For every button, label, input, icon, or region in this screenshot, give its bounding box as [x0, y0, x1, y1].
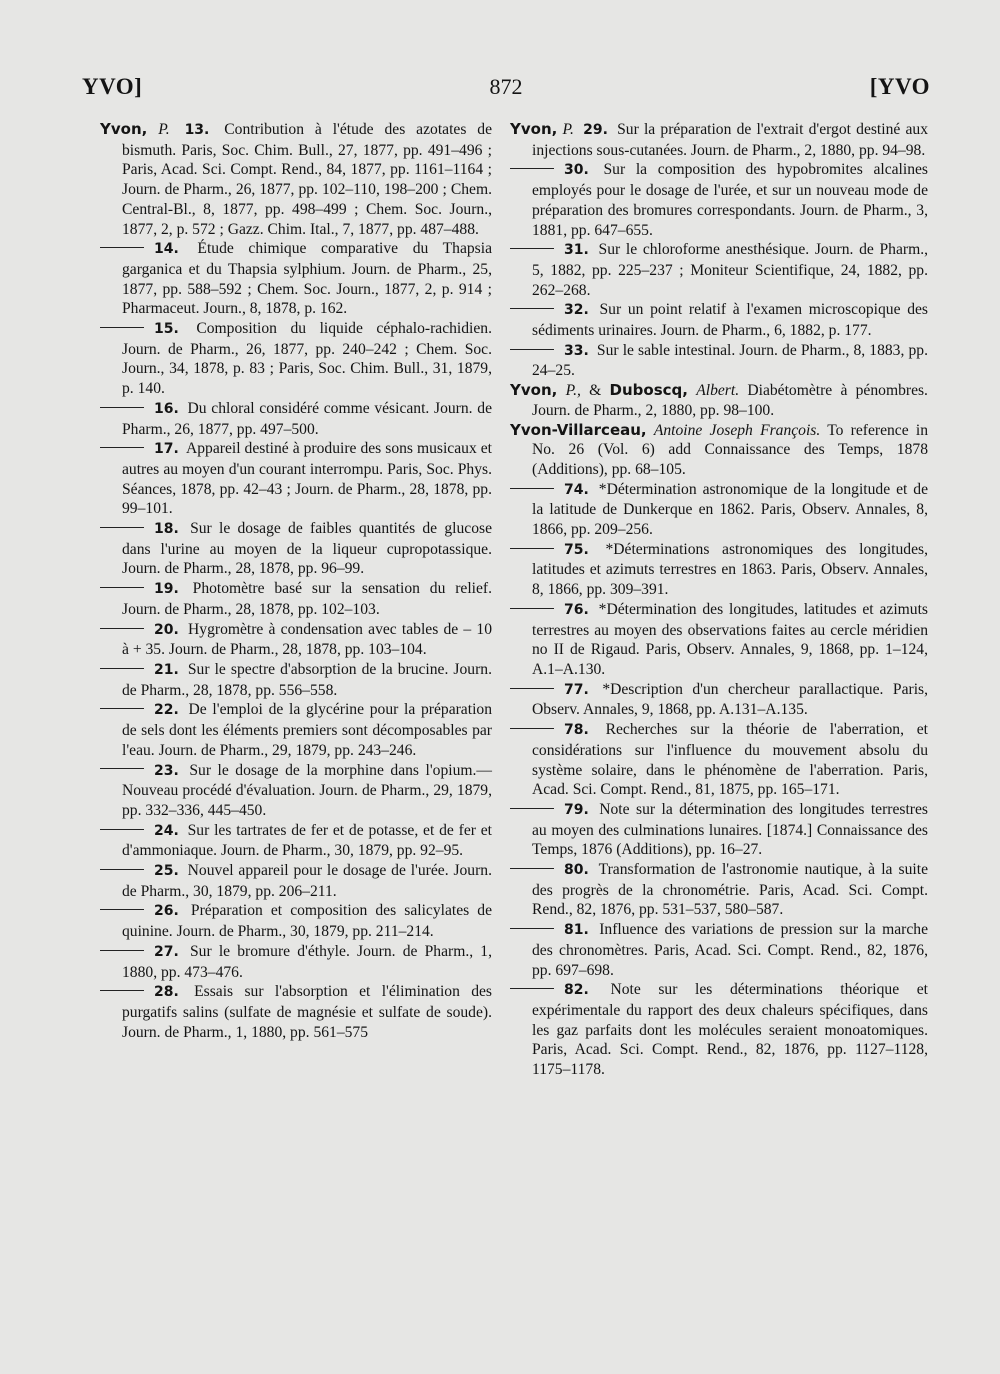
author-name: Yvon,: [510, 120, 558, 138]
ditto-dash: [100, 628, 144, 629]
bibliography-entry: [100, 861, 492, 901]
entry-number: 13.: [184, 122, 210, 138]
entry-text: Recherches sur la théorie de l'aberration, et considérations sur l'influence du mouvement absolu du système solaire, dans le phénomène de l'aberration. Paris, Acad. Sci. Compt. Rend., 81, 1875, pp. 165–171.: [532, 721, 929, 799]
entry-number: 29.: [583, 122, 608, 138]
entry-number: 23.: [154, 762, 179, 779]
bibliography-entry: [100, 901, 492, 941]
entry-text: To reference in No. 26 (Vol. 6) add Connaissance des Temps, 1878 (Additions), pp. 68–105.: [532, 421, 928, 478]
page-number: 872: [489, 74, 523, 99]
entry-text: Note sur les déterminations théorique et expérimentale du rapport des deux chaleurs spécifiques, dans les gaz parfaits dont les molécules seraient monoatomiques. Paris, Acad. Sci. Compt. Rend., 82, 1876, pp. 1127–1128, 1175–1178.: [532, 981, 929, 1079]
ditto-dash: [100, 527, 144, 528]
entry-text: Contribution à l'étude des azotates de bismuth. Paris, Soc. Chim. Bull., 27, 1877, pp. 491–496 ; Paris, Acad. Sci. Compt. Rend., 84, 1877, pp. 1161–1164 ; Journ. de Pharm., 26, 1877, pp. 102–110, 198–200 ; Chem. Central-Bl., 8, 1877, pp. 498–499 ; Chem. Soc. Journ., 1877, 2, p. 572 ; Gazz. Chim. Ital., 7, 1877, pp. 487–488.: [122, 121, 493, 238]
running-head: [82, 74, 930, 110]
author-name: Yvon,: [100, 120, 148, 138]
entry-number: 27.: [154, 943, 179, 960]
entry-number: 31.: [564, 242, 589, 259]
ditto-dash: [510, 349, 554, 350]
ditto-dash: [510, 488, 554, 489]
entry-text: Du chloral considéré comme vésicant. Journ. de Pharm., 26, 1877, pp. 497–500.: [122, 399, 492, 438]
entry-text: Essais sur l'absorption et l'élimination des purgatifs salins (sulfate de magnésie et sulfate de soude). Journ. de Pharm., 1, 1880, pp. 561–575: [122, 983, 492, 1041]
entry-number: 18.: [154, 521, 179, 538]
entry-number: 20.: [154, 621, 179, 638]
bibliography-entry: [510, 860, 928, 920]
bibliography-entry: [100, 319, 492, 399]
entry-number: 77.: [564, 681, 589, 698]
entry-number: 19.: [154, 581, 179, 598]
bibliography-entry: [510, 381, 928, 420]
bibliography-entry: [510, 920, 928, 980]
entry-number: 24.: [154, 822, 179, 839]
bibliography-entry: [100, 399, 492, 439]
bibliography-entry: [510, 300, 928, 340]
ditto-dash: [100, 869, 144, 870]
ditto-dash: [510, 608, 554, 609]
entry-number: 74.: [564, 481, 589, 498]
ditto-dash: [100, 587, 144, 588]
entry-text: Étude chimique comparative du Thapsia garganica et du Thapsia sylphium. Journ. de Pharm., 25, 1877, pp. 588–592 ; Chem. Soc. Journ., 1877, 2, p. 914 ; Pharmaceut. Journ., 8, 1878, p. 162.: [122, 240, 492, 318]
bibliography-entry: [100, 942, 492, 982]
bibliography-entry: [100, 620, 492, 660]
ditto-dash: [510, 308, 554, 309]
left-column: [100, 120, 492, 1042]
bibliography-entry: [100, 120, 492, 239]
entry-number: 75.: [564, 541, 589, 558]
coauthor-name: Duboscq,: [609, 381, 688, 400]
entry-number: 33.: [564, 342, 589, 359]
entry-number: 82.: [564, 982, 589, 999]
ditto-dash: [100, 990, 144, 991]
entry-text: Sur le sable intestinal. Journ. de Pharm., 8, 1883, pp. 24–25.: [532, 341, 928, 380]
entry-number: 28.: [154, 984, 179, 1001]
author-given-name: Antoine Joseph François.: [653, 421, 821, 439]
bibliography-entry: [510, 480, 928, 540]
ampersand: &: [589, 382, 602, 400]
entry-text: Photomètre basé sur la sensation du relief. Journ. de Pharm., 28, 1878, pp. 102–103.: [122, 580, 492, 618]
ditto-dash: [100, 768, 144, 769]
running-head-right: [YVO: [869, 74, 930, 99]
entry-text: Composition du liquide céphalo-rachidien. Journ. de Pharm., 26, 1877, pp. 240–242 ; Chem. Soc. Journ., 34, 1878, p. 83 ; Paris, Soc. Chim. Bull., 31, 1879, p. 140.: [122, 320, 492, 398]
entry-number: 17.: [154, 441, 179, 458]
bibliography-entry: [510, 600, 928, 680]
entry-number: 14.: [154, 241, 179, 258]
author-given-name: P.: [158, 121, 170, 138]
running-head-left: YVO]: [82, 74, 143, 99]
bibliography-entry: [100, 660, 492, 700]
ditto-dash: [100, 708, 144, 709]
ditto-dash: [510, 688, 554, 689]
bibliography-entry: [100, 519, 492, 579]
entry-text: Sur le dosage de faibles quantités de glucose dans l'urine au moyen de la liqueur cupropotassique. Journ. de Pharm., 28, 1878, pp. 96–99.: [122, 520, 492, 578]
ditto-dash: [510, 808, 554, 809]
bibliography-entry: [510, 160, 928, 240]
bibliography-entry: [100, 700, 492, 760]
entry-text: Note sur la détermination des longitudes terrestres au moyen des culminations lunaires. [1874.] Connaissance des Temps, 1876 (Additions), pp. 16–27.: [532, 800, 928, 859]
ditto-dash: [100, 247, 144, 248]
bibliography-entry: [510, 421, 928, 480]
bibliography-entry: [100, 982, 492, 1042]
author-name: Yvon-Villarceau,: [510, 420, 647, 439]
bibliography-entry: [100, 579, 492, 619]
entry-text: Préparation et composition des salicylates de quinine. Journ. de Pharm., 30, 1879, pp. 211–214.: [122, 902, 492, 941]
entry-number: 26.: [154, 903, 179, 920]
entry-number: 79.: [564, 801, 589, 818]
ditto-dash: [510, 988, 554, 989]
ditto-dash: [510, 868, 554, 869]
entry-number: 80.: [564, 862, 589, 879]
entry-number: 21.: [154, 661, 179, 678]
entry-text: Sur le bromure d'éthyle. Journ. de Pharm., 1, 1880, pp. 473–476.: [122, 942, 492, 981]
bibliography-entry: [100, 439, 492, 519]
entry-text: Sur la composition des hypobromites alcalines employés pour le dosage de l'urée, et sur un nouveau mode de préparation des bromures correspondants. Journ. de Pharm., 3, 1881, pp. 647–655.: [532, 161, 928, 239]
entry-text: Sur le dosage de la morphine dans l'opium.—Nouveau procédé d'évaluation. Journ. de Pharm., 29, 1879, pp. 332–336, 445–450.: [122, 761, 493, 819]
ditto-dash: [510, 928, 554, 929]
entry-text: Sur un point relatif à l'examen microscopique des sédiments urinaires. Journ. de Pharm., 6, 1882, p. 177.: [532, 301, 928, 340]
bibliography-entry: [510, 540, 928, 600]
entry-text: Influence des variations de pression sur la marche des chronomètres. Paris, Acad. Sci. Compt. Rend., 82, 1876, pp. 697–698.: [532, 921, 929, 979]
entry-number: 22.: [154, 702, 179, 719]
ditto-dash: [510, 548, 554, 549]
bibliography-entry: [510, 720, 928, 800]
author-given-name: P.: [562, 121, 574, 138]
entry-number: 78.: [564, 722, 589, 739]
entry-text: Sur le chloroforme anesthésique. Journ. de Pharm., 5, 1882, pp. 225–237 ; Moniteur Scientifique, 24, 1882, pp. 262–268.: [532, 241, 928, 299]
author-name: Yvon,: [510, 381, 558, 400]
entry-text: Diabétomètre à pénombres. Journ. de Pharm., 2, 1880, pp. 98–100.: [532, 382, 928, 419]
ditto-dash: [100, 447, 144, 448]
entry-number: 25.: [154, 863, 179, 880]
entry-text: Sur le spectre d'absorption de la brucine. Journ. de Pharm., 28, 1878, pp. 556–558.: [122, 660, 492, 699]
ditto-dash: [100, 829, 144, 830]
ditto-dash: [510, 248, 554, 249]
entry-text: Transformation de l'astronomie nautique, à la suite des progrès de la chronométrie. Paris, Acad. Sci. Compt. Rend., 82, 1876, pp. 531–537, 580–587.: [532, 861, 928, 919]
entry-number: 16.: [154, 400, 179, 417]
bibliography-entry: [510, 680, 928, 720]
entry-text: *Déterminations astronomiques des longitudes, latitudes et azimuts terrestres en 1863. Paris, Observ. Annales, 8, 1866, pp. 309–391.: [532, 540, 928, 599]
entry-text: De l'emploi de la glycérine pour la préparation de sels dont les éléments premiers sont décomposables par l'eau. Journ. de Pharm., 29, 1879, pp. 243–246.: [122, 701, 492, 759]
author-given-name: P.,: [565, 382, 581, 400]
bibliography-entry: [510, 240, 928, 300]
ditto-dash: [100, 950, 144, 951]
bibliography-entry: [100, 821, 492, 861]
entry-text: Nouvel appareil pour le dosage de l'urée. Journ. de Pharm., 30, 1879, pp. 206–211.: [122, 862, 492, 900]
ditto-dash: [510, 168, 554, 169]
bibliography-entry: [510, 120, 928, 160]
ditto-dash: [100, 668, 144, 669]
ditto-dash: [100, 327, 144, 328]
right-column: [510, 120, 928, 1080]
bibliography-entry: [510, 800, 928, 860]
coauthor-given-name: Albert.: [696, 382, 740, 400]
entry-number: 32.: [564, 302, 589, 319]
entry-text: *Détermination des longitudes, latitudes et azimuts terrestres au moyen des observations faites au cercle méridien no II de Rigaud. Paris, Observ. Annales, 9, 1868, pp. 1–124, A.1–A.130.: [532, 600, 928, 678]
bibliography-entry: [100, 239, 492, 319]
entry-text: Appareil destiné à produire des sons musicaux et autres au moyen d'un courant interrompu. Paris, Soc. Phys. Séances, 1878, pp. 42–43 ; Journ. de Pharm., 28, 1878, pp. 99–101.: [122, 440, 493, 518]
bibliography-entry: [100, 761, 492, 821]
ditto-dash: [100, 909, 144, 910]
ditto-dash: [100, 407, 144, 408]
entry-text: Sur les tartrates de fer et de potasse, et de fer et d'ammoniaque. Journ. de Pharm., 30, 1879, pp. 92–95.: [122, 821, 492, 860]
entry-text: *Description d'un chercheur parallactique. Paris, Observ. Annales, 9, 1868, pp. A.131–A.135.: [532, 680, 928, 719]
entry-number: 30.: [564, 162, 589, 179]
entry-number: 76.: [564, 601, 589, 618]
entry-text: Sur la préparation de l'extrait d'ergot destiné aux injections sous-cutanées. Journ. de Pharm., 2, 1880, pp. 94–98.: [532, 121, 929, 159]
entry-number: 81.: [564, 922, 589, 939]
ditto-dash: [510, 728, 554, 729]
bibliography-entry: [510, 341, 928, 381]
entry-text: Hygromètre à condensation avec tables de – 10 à + 35. Journ. de Pharm., 28, 1878, pp. 103–104.: [122, 620, 492, 659]
entry-number: 15.: [154, 321, 179, 338]
bibliography-entry: [510, 980, 928, 1080]
entry-text: *Détermination astronomique de la longitude et de la latitude de Dunkerque en 1862. Paris, Observ. Annales, 8, 1866, pp. 209–256.: [532, 480, 929, 539]
